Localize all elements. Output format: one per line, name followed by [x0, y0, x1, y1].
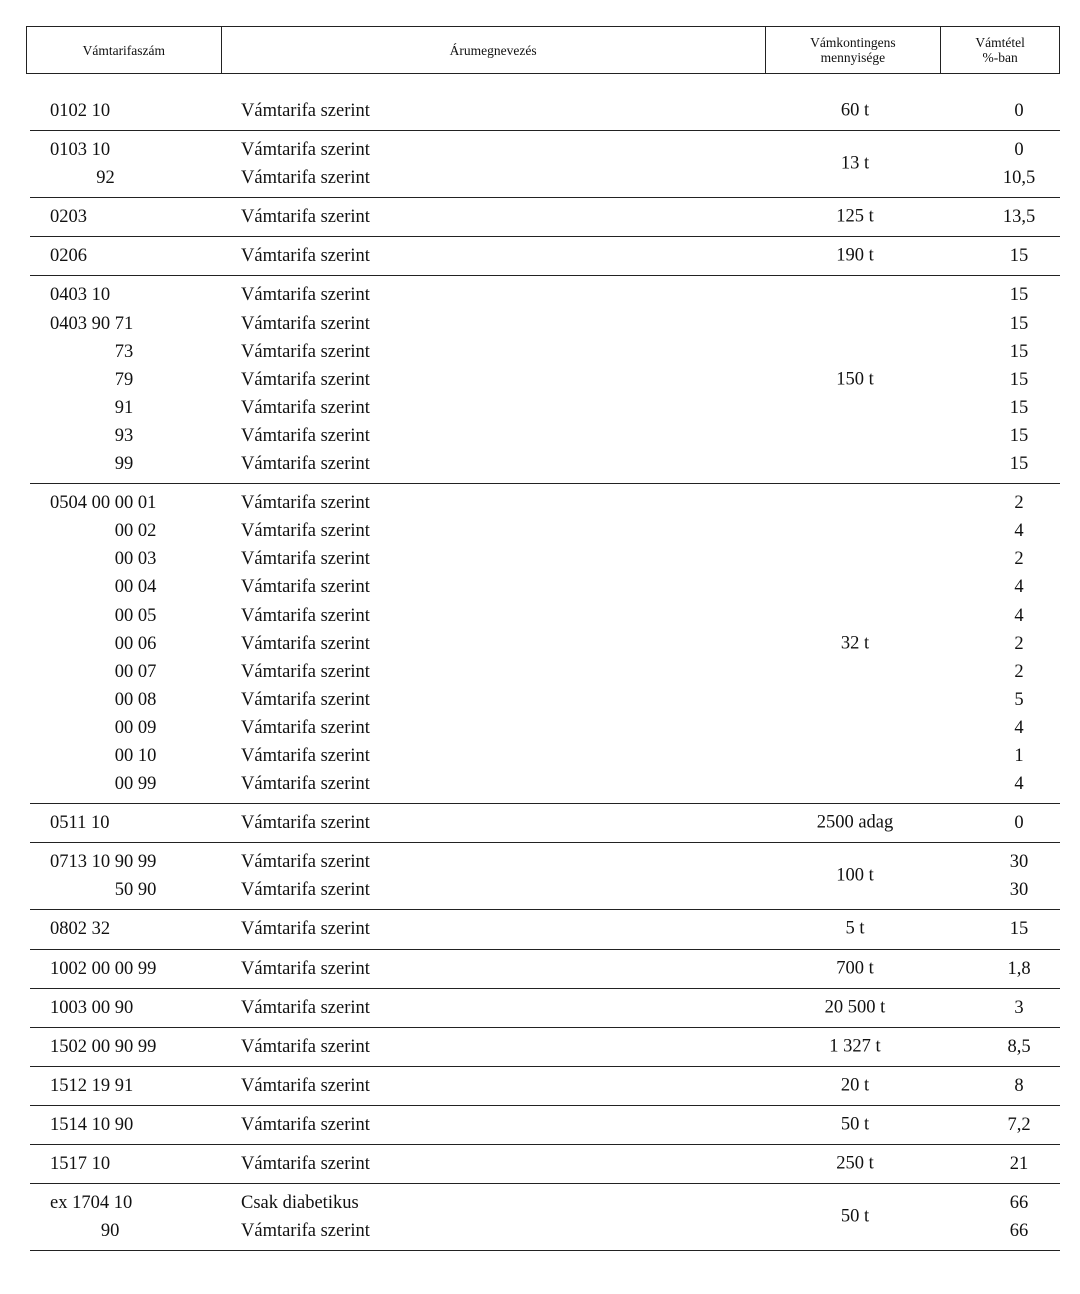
table-row: [30, 488, 1060, 516]
tariff-code: 00 10: [50, 745, 157, 766]
goods-description: Vámtarifa szerint: [241, 207, 370, 228]
tariff-code: 90: [50, 1221, 120, 1242]
goods-description: Vámtarifa szerint: [241, 813, 370, 834]
tariff-group: [30, 92, 1060, 131]
table-row: [30, 280, 1060, 308]
duty-rate: 66: [1009, 1221, 1029, 1242]
tariff-group: [30, 989, 1060, 1028]
tariff-code: 93: [50, 425, 134, 446]
duty-rate: 15: [1009, 341, 1029, 362]
duty-rate: 8: [1014, 1075, 1024, 1096]
tariff-code: ex 1704 10: [50, 1193, 133, 1214]
quota-quantity: 100 t: [836, 865, 874, 886]
header-tariff-number: Vámtarifaszám: [27, 27, 222, 73]
goods-description: Vámtarifa szerint: [241, 168, 370, 189]
duty-rate: 15: [1009, 425, 1029, 446]
table-row: [30, 449, 1060, 477]
duty-rate: 15: [1009, 313, 1029, 334]
table-row: [30, 309, 1060, 337]
duty-rate: 30: [1009, 880, 1029, 901]
goods-description: Vámtarifa szerint: [241, 521, 370, 542]
tariff-group: [30, 1067, 1060, 1106]
tariff-code: 1517 10: [50, 1154, 111, 1174]
goods-description: Vámtarifa szerint: [241, 1036, 370, 1057]
goods-description: Vámtarifa szerint: [241, 285, 370, 306]
duty-rate: 2: [1014, 549, 1024, 570]
quota-quantity: 13 t: [840, 153, 870, 174]
tariff-code: 00 02: [50, 521, 157, 542]
table-row: [30, 601, 1060, 629]
goods-description: Vámtarifa szerint: [241, 425, 370, 446]
table-row: [30, 657, 1060, 685]
quota-quantity: 60 t: [840, 100, 870, 121]
duty-rate: 0: [1014, 813, 1024, 834]
table-row: [30, 421, 1060, 449]
duty-rate: 4: [1014, 605, 1024, 626]
quota-quantity: 50 t: [840, 1114, 870, 1135]
tariff-code: 99: [50, 454, 134, 475]
table-row: [30, 769, 1060, 797]
header-duty-rate: Vámtétel %-ban: [975, 35, 1025, 65]
goods-description: Vámtarifa szerint: [241, 1114, 370, 1135]
quota-quantity: 20 500 t: [824, 997, 886, 1018]
goods-description: Vámtarifa szerint: [241, 140, 370, 161]
tariff-code: 0203: [50, 207, 87, 228]
duty-rate: 15: [1009, 397, 1029, 418]
goods-description: Vámtarifa szerint: [241, 1075, 370, 1096]
duty-rate: 15: [1009, 454, 1029, 475]
goods-description: Vámtarifa szerint: [241, 880, 370, 901]
tariff-code: 1514 10 90: [50, 1114, 134, 1135]
tariff-code: 0403 10: [50, 285, 111, 306]
tariff-code: 1003 00 90: [50, 997, 134, 1018]
tariff-group: [30, 1145, 1060, 1184]
header-goods-description: Árumegnevezés: [222, 27, 766, 73]
tariff-code: 00 99: [50, 774, 157, 795]
tariff-code: 00 03: [50, 549, 157, 570]
goods-description: Vámtarifa szerint: [241, 397, 370, 418]
table-row: [30, 713, 1060, 741]
goods-description: Vámtarifa szerint: [241, 577, 370, 598]
duty-rate: 1,8: [1007, 958, 1031, 979]
quota-quantity: 700 t: [836, 958, 874, 979]
goods-description: Vámtarifa szerint: [241, 717, 370, 738]
tariff-group: [30, 804, 1060, 843]
quota-quantity: 125 t: [836, 206, 874, 227]
quota-quantity: 150 t: [836, 369, 874, 390]
tariff-code: 0103 10: [50, 140, 111, 161]
duty-rate: 15: [1009, 246, 1029, 267]
duty-rate: 3: [1014, 997, 1024, 1018]
table-row: [30, 741, 1060, 769]
goods-description: Vámtarifa szerint: [241, 997, 370, 1018]
tariff-group: [30, 1184, 1060, 1251]
duty-rate: 2: [1014, 633, 1024, 654]
tariff-code: 0206: [50, 246, 87, 267]
duty-rate: 4: [1014, 774, 1024, 795]
goods-description: Vámtarifa szerint: [241, 745, 370, 766]
tariff-code: 00 08: [50, 689, 157, 710]
duty-rate: 15: [1009, 285, 1029, 306]
duty-rate: 30: [1009, 852, 1029, 873]
table-row: [30, 544, 1060, 572]
tariff-code: 0403 90 71: [50, 313, 134, 334]
duty-rate: 1: [1014, 745, 1024, 766]
tariff-group: [30, 276, 1060, 484]
duty-rate: 66: [1009, 1193, 1029, 1214]
duty-rate: 21: [1009, 1154, 1029, 1174]
duty-rate: 5: [1014, 689, 1024, 710]
tariff-code: 0102 10: [50, 101, 111, 121]
goods-description: Vámtarifa szerint: [241, 369, 370, 390]
duty-rate: 0: [1014, 101, 1024, 121]
goods-description: Vámtarifa szerint: [241, 958, 370, 979]
tariff-group: [30, 1028, 1060, 1067]
tariff-code: 00 05: [50, 605, 157, 626]
duty-rate: 7,2: [1007, 1114, 1031, 1135]
duty-rate: 2: [1014, 493, 1024, 514]
quota-quantity: 20 t: [840, 1075, 870, 1096]
duty-rate: 15: [1009, 919, 1029, 940]
goods-description: Vámtarifa szerint: [241, 549, 370, 570]
goods-description: Vámtarifa szerint: [241, 341, 370, 362]
tariff-code: 00 04: [50, 577, 157, 598]
tariff-code: 0802 32: [50, 919, 111, 940]
quota-quantity: 1 327 t: [829, 1036, 881, 1057]
tariff-code: 1502 00 90 99: [50, 1036, 157, 1057]
table-row: [30, 337, 1060, 365]
duty-rate: 10,5: [1002, 168, 1036, 189]
tariff-group: [30, 1106, 1060, 1145]
table-row: [30, 685, 1060, 713]
tariff-code: 0713 10 90 99: [50, 852, 157, 873]
goods-description: Csak diabetikus: [241, 1193, 359, 1214]
tariff-code: 00 07: [50, 661, 157, 682]
tariff-group: [30, 910, 1060, 949]
tariff-code: 00 06: [50, 633, 157, 654]
quota-quantity: 190 t: [836, 245, 874, 266]
quota-quantity: 2500 adag: [816, 812, 894, 833]
tariff-code: 00 09: [50, 717, 157, 738]
tariff-group: [30, 843, 1060, 910]
duty-rate: 4: [1014, 717, 1024, 738]
table-row: [30, 572, 1060, 600]
quota-quantity: 50 t: [840, 1206, 870, 1227]
duty-rate: 2: [1014, 661, 1024, 682]
tariff-group: [30, 131, 1060, 198]
tariff-group: [30, 950, 1060, 989]
tariff-group: [30, 237, 1060, 276]
quota-quantity: 250 t: [836, 1153, 874, 1174]
duty-rate: 4: [1014, 521, 1024, 542]
duty-rate: 13,5: [1002, 207, 1036, 228]
goods-description: Vámtarifa szerint: [241, 605, 370, 626]
tariff-code: 0511 10: [50, 813, 110, 834]
goods-description: Vámtarifa szerint: [241, 1154, 370, 1174]
tariff-code: 1002 00 00 99: [50, 958, 157, 979]
tariff-code: 79: [50, 369, 134, 390]
quota-quantity: 32 t: [840, 633, 870, 654]
goods-description: Vámtarifa szerint: [241, 774, 370, 795]
goods-description: Vámtarifa szerint: [241, 454, 370, 475]
tariff-group: [30, 484, 1060, 804]
duty-rate: 0: [1014, 140, 1024, 161]
goods-description: Vámtarifa szerint: [241, 246, 370, 267]
goods-description: Vámtarifa szerint: [241, 313, 370, 334]
goods-description: Vámtarifa szerint: [241, 919, 370, 940]
duty-rate: 15: [1009, 369, 1029, 390]
tariff-code: 73: [50, 341, 134, 362]
table-row: [30, 393, 1060, 421]
tariff-code: 1512 19 91: [50, 1075, 134, 1096]
goods-description: Vámtarifa szerint: [241, 101, 370, 121]
quota-quantity: 5 t: [845, 918, 865, 939]
header-quota-quantity: Vámkontingens mennyisége: [766, 27, 942, 73]
duty-rate: 8,5: [1007, 1036, 1031, 1057]
tariff-group: [30, 198, 1060, 237]
goods-description: Vámtarifa szerint: [241, 689, 370, 710]
goods-description: Vámtarifa szerint: [241, 1221, 370, 1242]
goods-description: Vámtarifa szerint: [241, 493, 370, 514]
goods-description: Vámtarifa szerint: [241, 661, 370, 682]
tariff-code: 0504 00 00 01: [50, 493, 157, 514]
table-row: [30, 516, 1060, 544]
table-body: [30, 92, 1060, 1251]
tariff-code: 50 90: [50, 880, 157, 901]
tariff-code: 91: [50, 397, 134, 418]
goods-description: Vámtarifa szerint: [241, 852, 370, 873]
tariff-code: 92: [50, 168, 115, 189]
duty-rate: 4: [1014, 577, 1024, 598]
goods-description: Vámtarifa szerint: [241, 633, 370, 654]
table-header: [26, 26, 1060, 74]
